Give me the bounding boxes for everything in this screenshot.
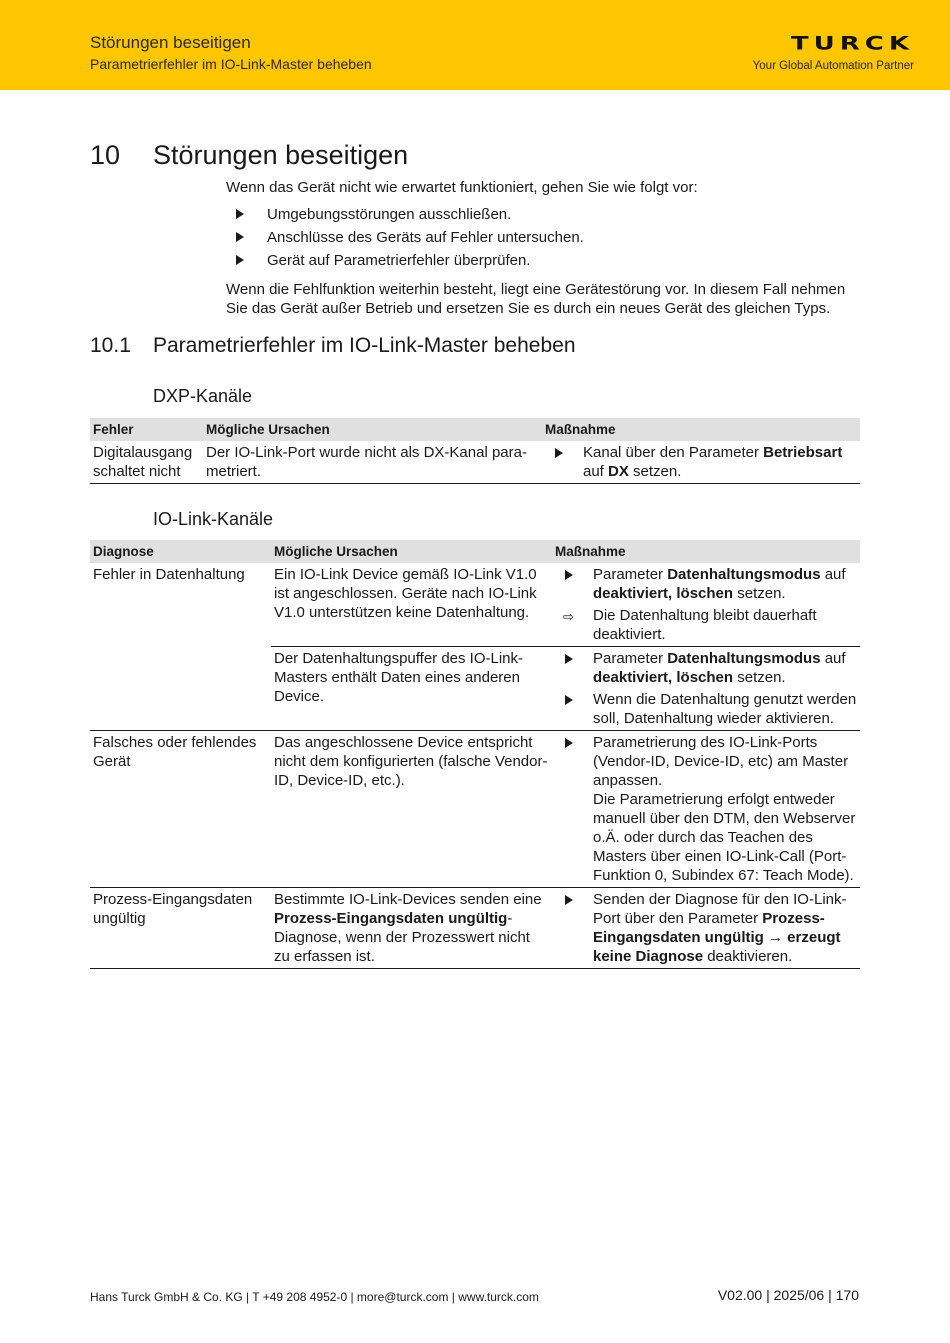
table-header-row <box>90 540 860 563</box>
footer-version: V02.00 | 2025/06 | 170 <box>717 1287 859 1303</box>
action-cell <box>552 563 860 647</box>
logo-wordmark: TURCK <box>790 33 914 55</box>
triangle-bullet-icon <box>236 255 244 265</box>
action-item: Parameter Datenhaltungsmodus auf deaktiviert, löschen setzen. <box>555 565 857 603</box>
triangle-bullet-icon <box>565 654 573 664</box>
cause-cell: Der IO-Link-Port wurde nicht als DX-Kanal para- metriert. <box>203 441 542 484</box>
list-item: Umgebungsstörungen ausschließen. <box>236 205 584 228</box>
column-header: Maßnahme <box>552 540 860 563</box>
subsection-title: Parametrierfehler im IO-Link-Master beheben <box>153 334 576 357</box>
cause-cell: Bestimmte IO-Link-Devices senden eine Prozess-Eingangsdaten ungültig-Diagnose, wenn der Prozesswert nicht zu erfassen ist. <box>271 888 552 969</box>
action-item: Parametrierung des IO-Link-Ports (Vendor-ID, Device-ID, etc) am Master anpassen. Die Parametrierung erfolgt entweder manuell über den DTM, den Webserver o.Ä. oder durch das Teachen des Masters über einen IO-Link-Call (Port-Funktion 0, Subindex 67: Teach Mode). <box>555 733 857 885</box>
column-header: Diagnose <box>90 540 271 563</box>
arrow-right-icon: → <box>763 929 788 946</box>
step-list <box>236 205 584 274</box>
intro-paragraph: Wenn das Gerät nicht wie erwartet funktioniert, gehen Sie wie folgt vor: <box>226 179 698 196</box>
page-header <box>0 0 950 90</box>
action-cell <box>552 731 860 888</box>
cause-cell: Ein IO-Link Device gemäß IO-Link V1.0 ist angeschlossen. Geräte nach IO-Link V1.0 unterstützen keine Datenhaltung. <box>271 563 552 647</box>
triangle-bullet-icon <box>565 738 573 748</box>
diagnosis-cell: Fehler in Datenhaltung <box>90 563 271 731</box>
table-row <box>90 441 860 484</box>
triangle-bullet-icon <box>565 570 573 580</box>
action-cell <box>552 647 860 731</box>
subsection-heading <box>90 334 576 358</box>
error-cell: Digitalausgang schaltet nicht <box>90 441 203 484</box>
turck-logo <box>730 33 914 76</box>
outro-paragraph: Wenn die Fehlfunktion weiterhin besteht, liegt eine Gerätestörung vor. In diesem Fall nehmen Sie das Gerät außer Betrieb und ersetzen Sie es durch ein neues Gerät des gleichen Typs. <box>226 281 846 317</box>
section-number: 10 <box>90 140 121 170</box>
action-item: Senden der Diagnose für den IO-Link-Port über den Parameter Prozess-Eingangsdaten ungültig → erzeugt keine Diagnose deaktivieren. <box>555 890 857 966</box>
list-item: Gerät auf Parametrierfehler überprüfen. <box>236 251 584 274</box>
logo-tagline: Your Global Automation Partner <box>752 60 914 72</box>
cause-cell: Der Datenhaltungspuffer des IO-Link-Masters enthält Daten eines anderen Device. <box>271 647 552 731</box>
iolink-heading: IO-Link-Kanäle <box>153 509 274 529</box>
header-title: Störungen beseitigen <box>90 33 251 52</box>
dxp-heading: DXP-Kanäle <box>153 386 253 406</box>
table-row <box>90 731 860 888</box>
action-item: Parameter Datenhaltungsmodus auf deaktiviert, löschen setzen. <box>555 649 857 687</box>
section-heading <box>90 140 408 171</box>
table-row <box>90 888 860 969</box>
section-title: Störungen beseitigen <box>153 140 409 170</box>
dxp-table <box>90 418 860 484</box>
action-cell <box>552 888 860 969</box>
triangle-bullet-icon <box>565 895 573 905</box>
list-item: Anschlüsse des Geräts auf Fehler untersuchen. <box>236 228 584 251</box>
triangle-bullet-icon <box>236 232 244 242</box>
result-arrow-icon: ⇨ <box>563 609 574 624</box>
table-header-row <box>90 418 860 441</box>
diagnosis-cell: Prozess-Eingangsdaten ungültig <box>90 888 271 969</box>
diagnosis-cell: Falsches oder fehlendes Gerät <box>90 731 271 888</box>
column-header: Maßnahme <box>542 418 860 441</box>
result-item: ⇨ Die Datenhaltung bleibt dauerhaft deaktiviert. <box>563 607 817 643</box>
footer-contact: Hans Turck GmbH & Co. KG | T +49 208 4952-0 | more@turck.com | www.turck.com <box>90 1290 539 1304</box>
triangle-bullet-icon <box>555 448 563 458</box>
table-row <box>90 563 860 647</box>
action-cell <box>542 441 860 484</box>
triangle-bullet-icon <box>565 695 573 705</box>
action-item: Wenn die Datenhaltung genutzt werden soll, Datenhaltung wieder aktivieren. <box>555 690 857 728</box>
cause-cell: Das angeschlossene Device entspricht nicht dem konfigurierten (falsche Vendor-ID, Device-ID, etc.). <box>271 731 552 888</box>
iolink-table <box>90 540 860 969</box>
header-subtitle: Parametrierfehler im IO-Link-Master beheben <box>90 56 372 72</box>
column-header: Mögliche Ursachen <box>271 540 552 563</box>
column-header: Mögliche Ursachen <box>203 418 542 441</box>
column-header: Fehler <box>90 418 203 441</box>
action-item: Kanal über den Parameter Betriebsart auf DX setzen. <box>545 443 857 481</box>
subsection-number: 10.1 <box>90 334 131 357</box>
triangle-bullet-icon <box>236 209 244 219</box>
